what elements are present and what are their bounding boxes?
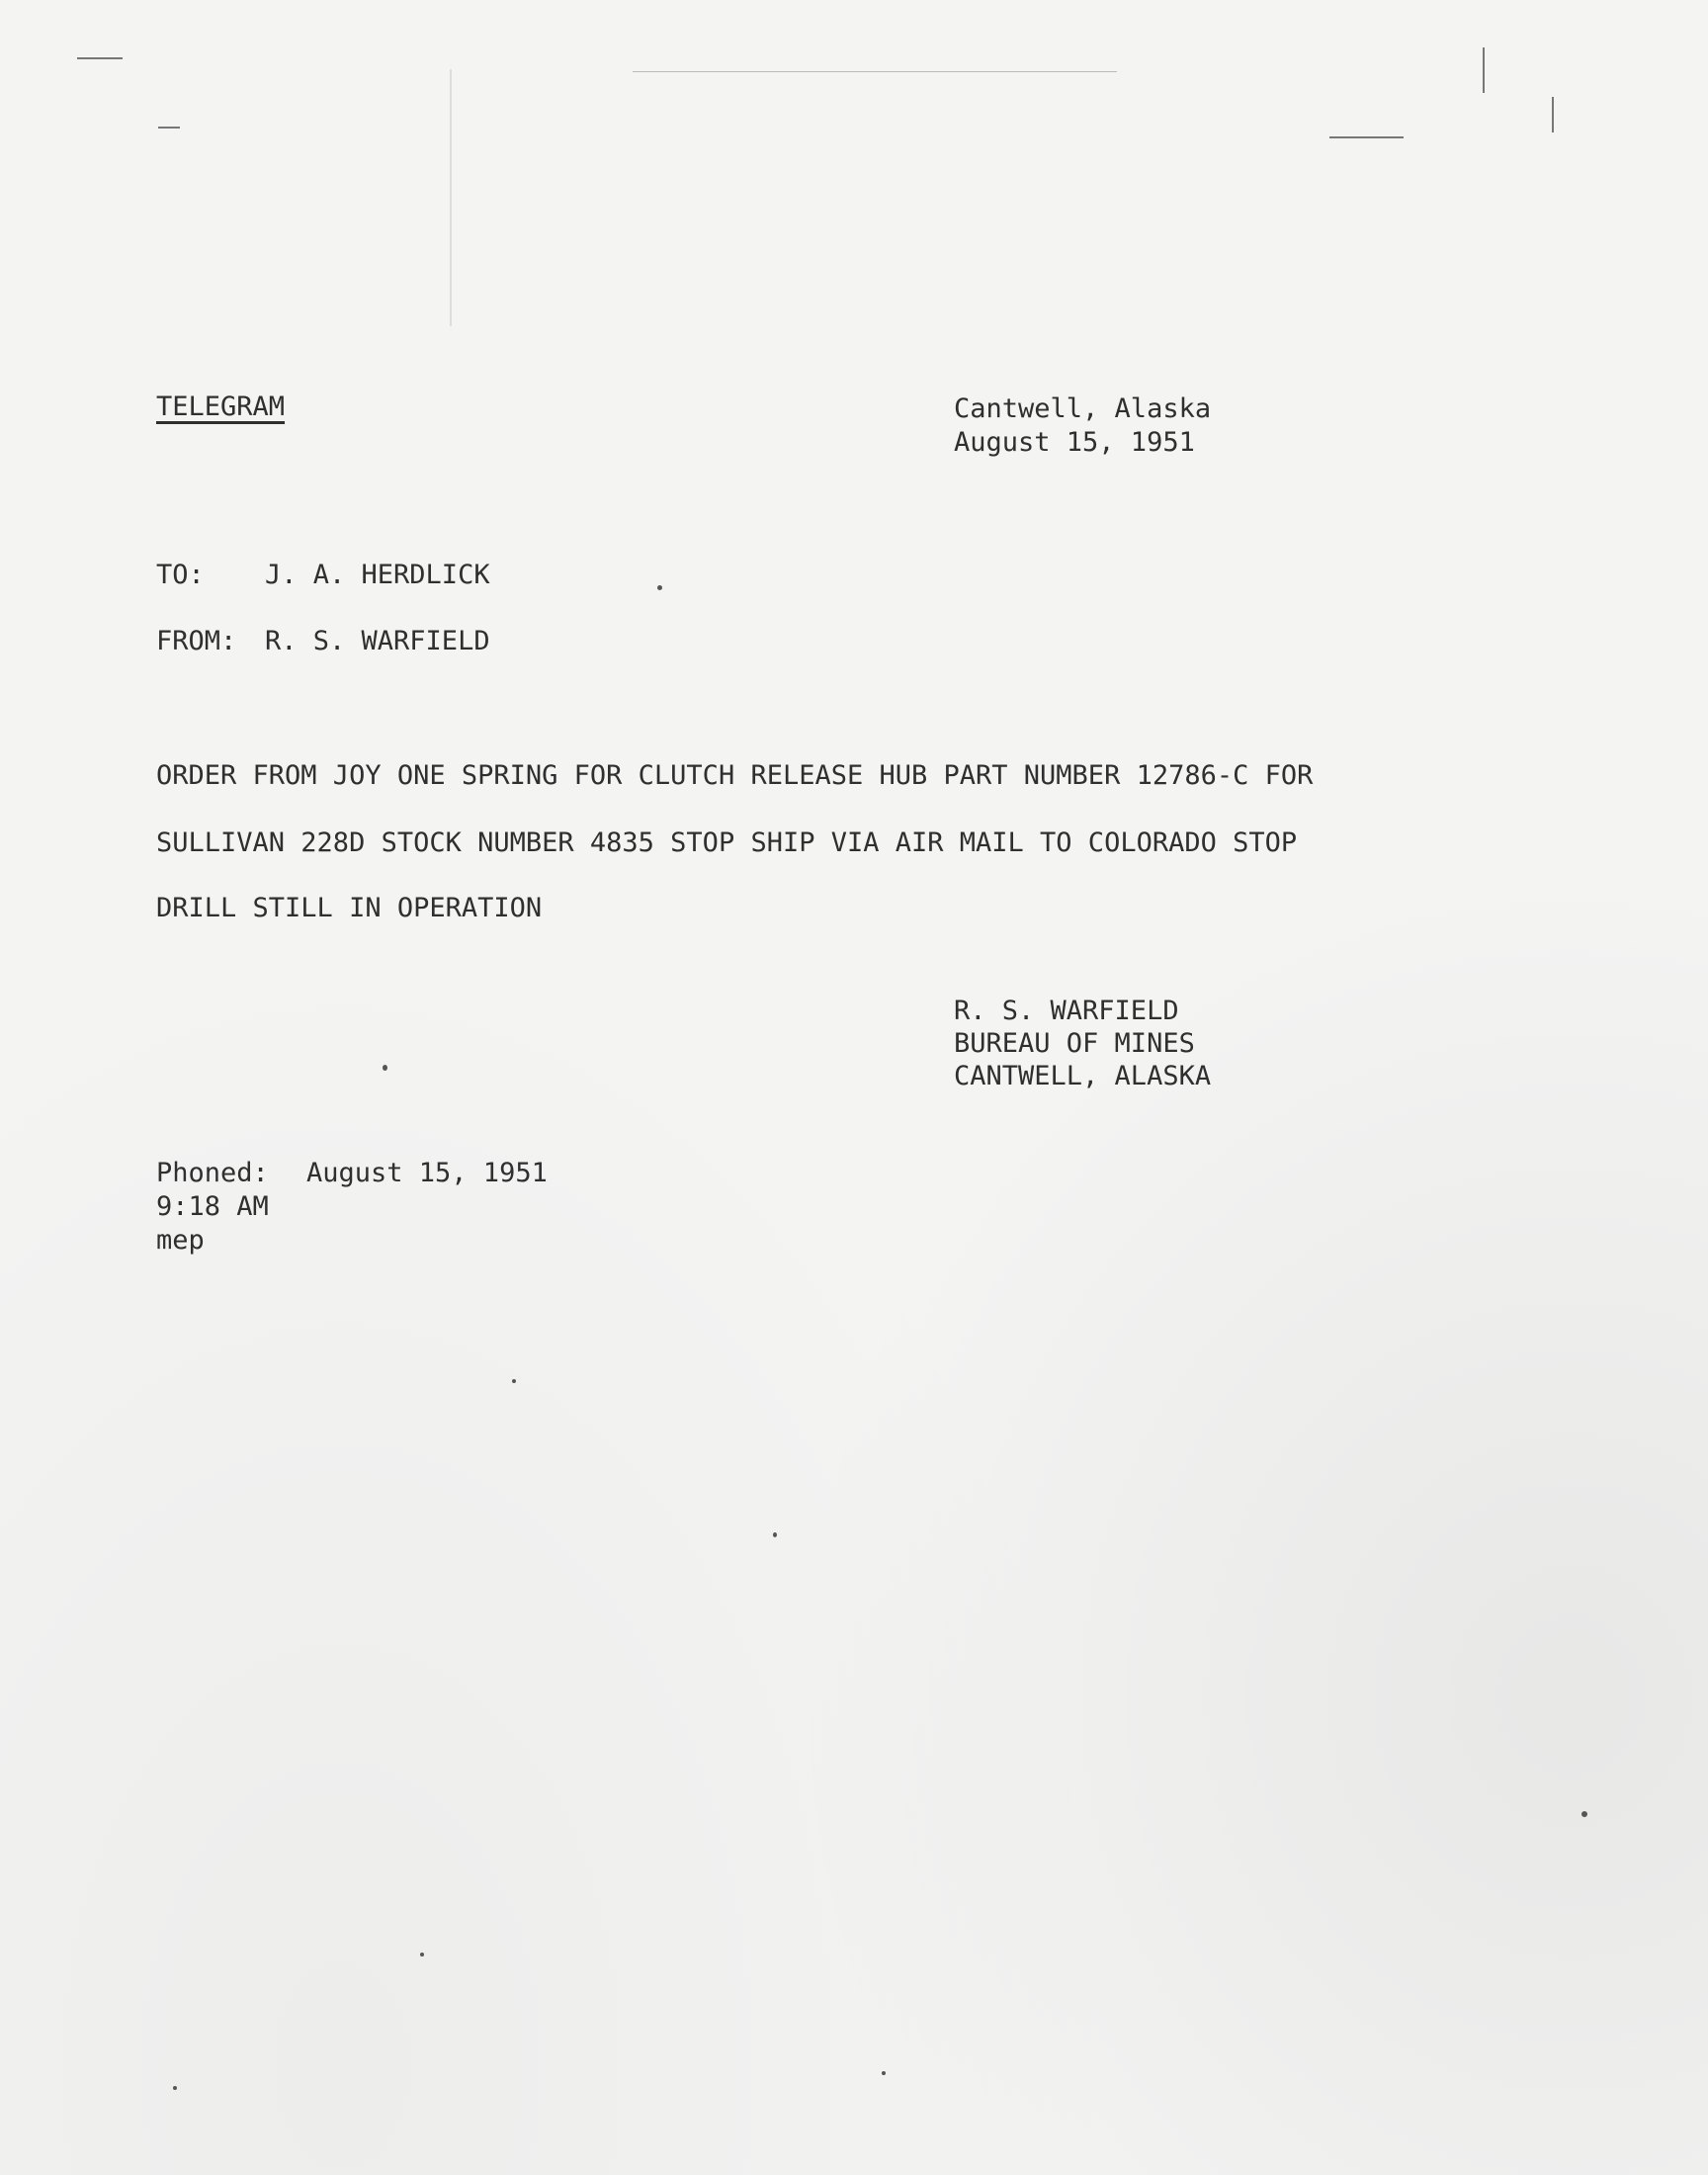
telegram-title: TELEGRAM bbox=[156, 392, 286, 422]
phoned-date: August 15, 1951 bbox=[306, 1158, 548, 1188]
scan-mark bbox=[633, 71, 1117, 72]
scan-mark bbox=[77, 57, 123, 59]
origin-place: Cantwell, Alaska bbox=[954, 393, 1212, 424]
scan-dot bbox=[773, 1532, 777, 1537]
scan-dot bbox=[420, 1953, 424, 1957]
scan-mark bbox=[450, 69, 452, 326]
message-line: SULLIVAN 228D STOCK NUMBER 4835 STOP SHIP VIA AIR MAIL TO COLORADO STOP bbox=[156, 827, 1298, 858]
scan-dot bbox=[512, 1379, 516, 1383]
phoned-line bbox=[156, 1157, 548, 1190]
scan-dot bbox=[1581, 1811, 1587, 1817]
signature-name: R. S. WARFIELD bbox=[954, 996, 1179, 1026]
to-line bbox=[156, 559, 490, 592]
scan-dot bbox=[657, 585, 662, 590]
phoned-label: Phoned: bbox=[156, 1158, 269, 1188]
scan-mark bbox=[1329, 136, 1404, 138]
scan-dot bbox=[882, 2071, 886, 2075]
scan-mark bbox=[158, 127, 180, 129]
message-line: DRILL STILL IN OPERATION bbox=[156, 893, 543, 923]
to-label: TO: bbox=[156, 560, 205, 590]
from-line bbox=[156, 625, 490, 658]
signature-org: BUREAU OF MINES bbox=[954, 1028, 1195, 1059]
scan-mark bbox=[1552, 97, 1554, 132]
scan-dot bbox=[383, 1065, 387, 1071]
phoned-time: 9:18 AM bbox=[156, 1191, 269, 1222]
message-line: ORDER FROM JOY ONE SPRING FOR CLUTCH RELEASE HUB PART NUMBER 12786-C FOR bbox=[156, 760, 1314, 791]
scan-mark bbox=[1483, 47, 1485, 93]
telegram-date: August 15, 1951 bbox=[954, 427, 1195, 458]
from-value: R. S. WARFIELD bbox=[265, 626, 490, 656]
from-label: FROM: bbox=[156, 626, 237, 656]
to-value: J. A. HERDLICK bbox=[265, 560, 490, 590]
signature-location: CANTWELL, ALASKA bbox=[954, 1061, 1212, 1091]
typist-initials: mep bbox=[156, 1225, 205, 1256]
scan-dot bbox=[173, 2086, 177, 2090]
